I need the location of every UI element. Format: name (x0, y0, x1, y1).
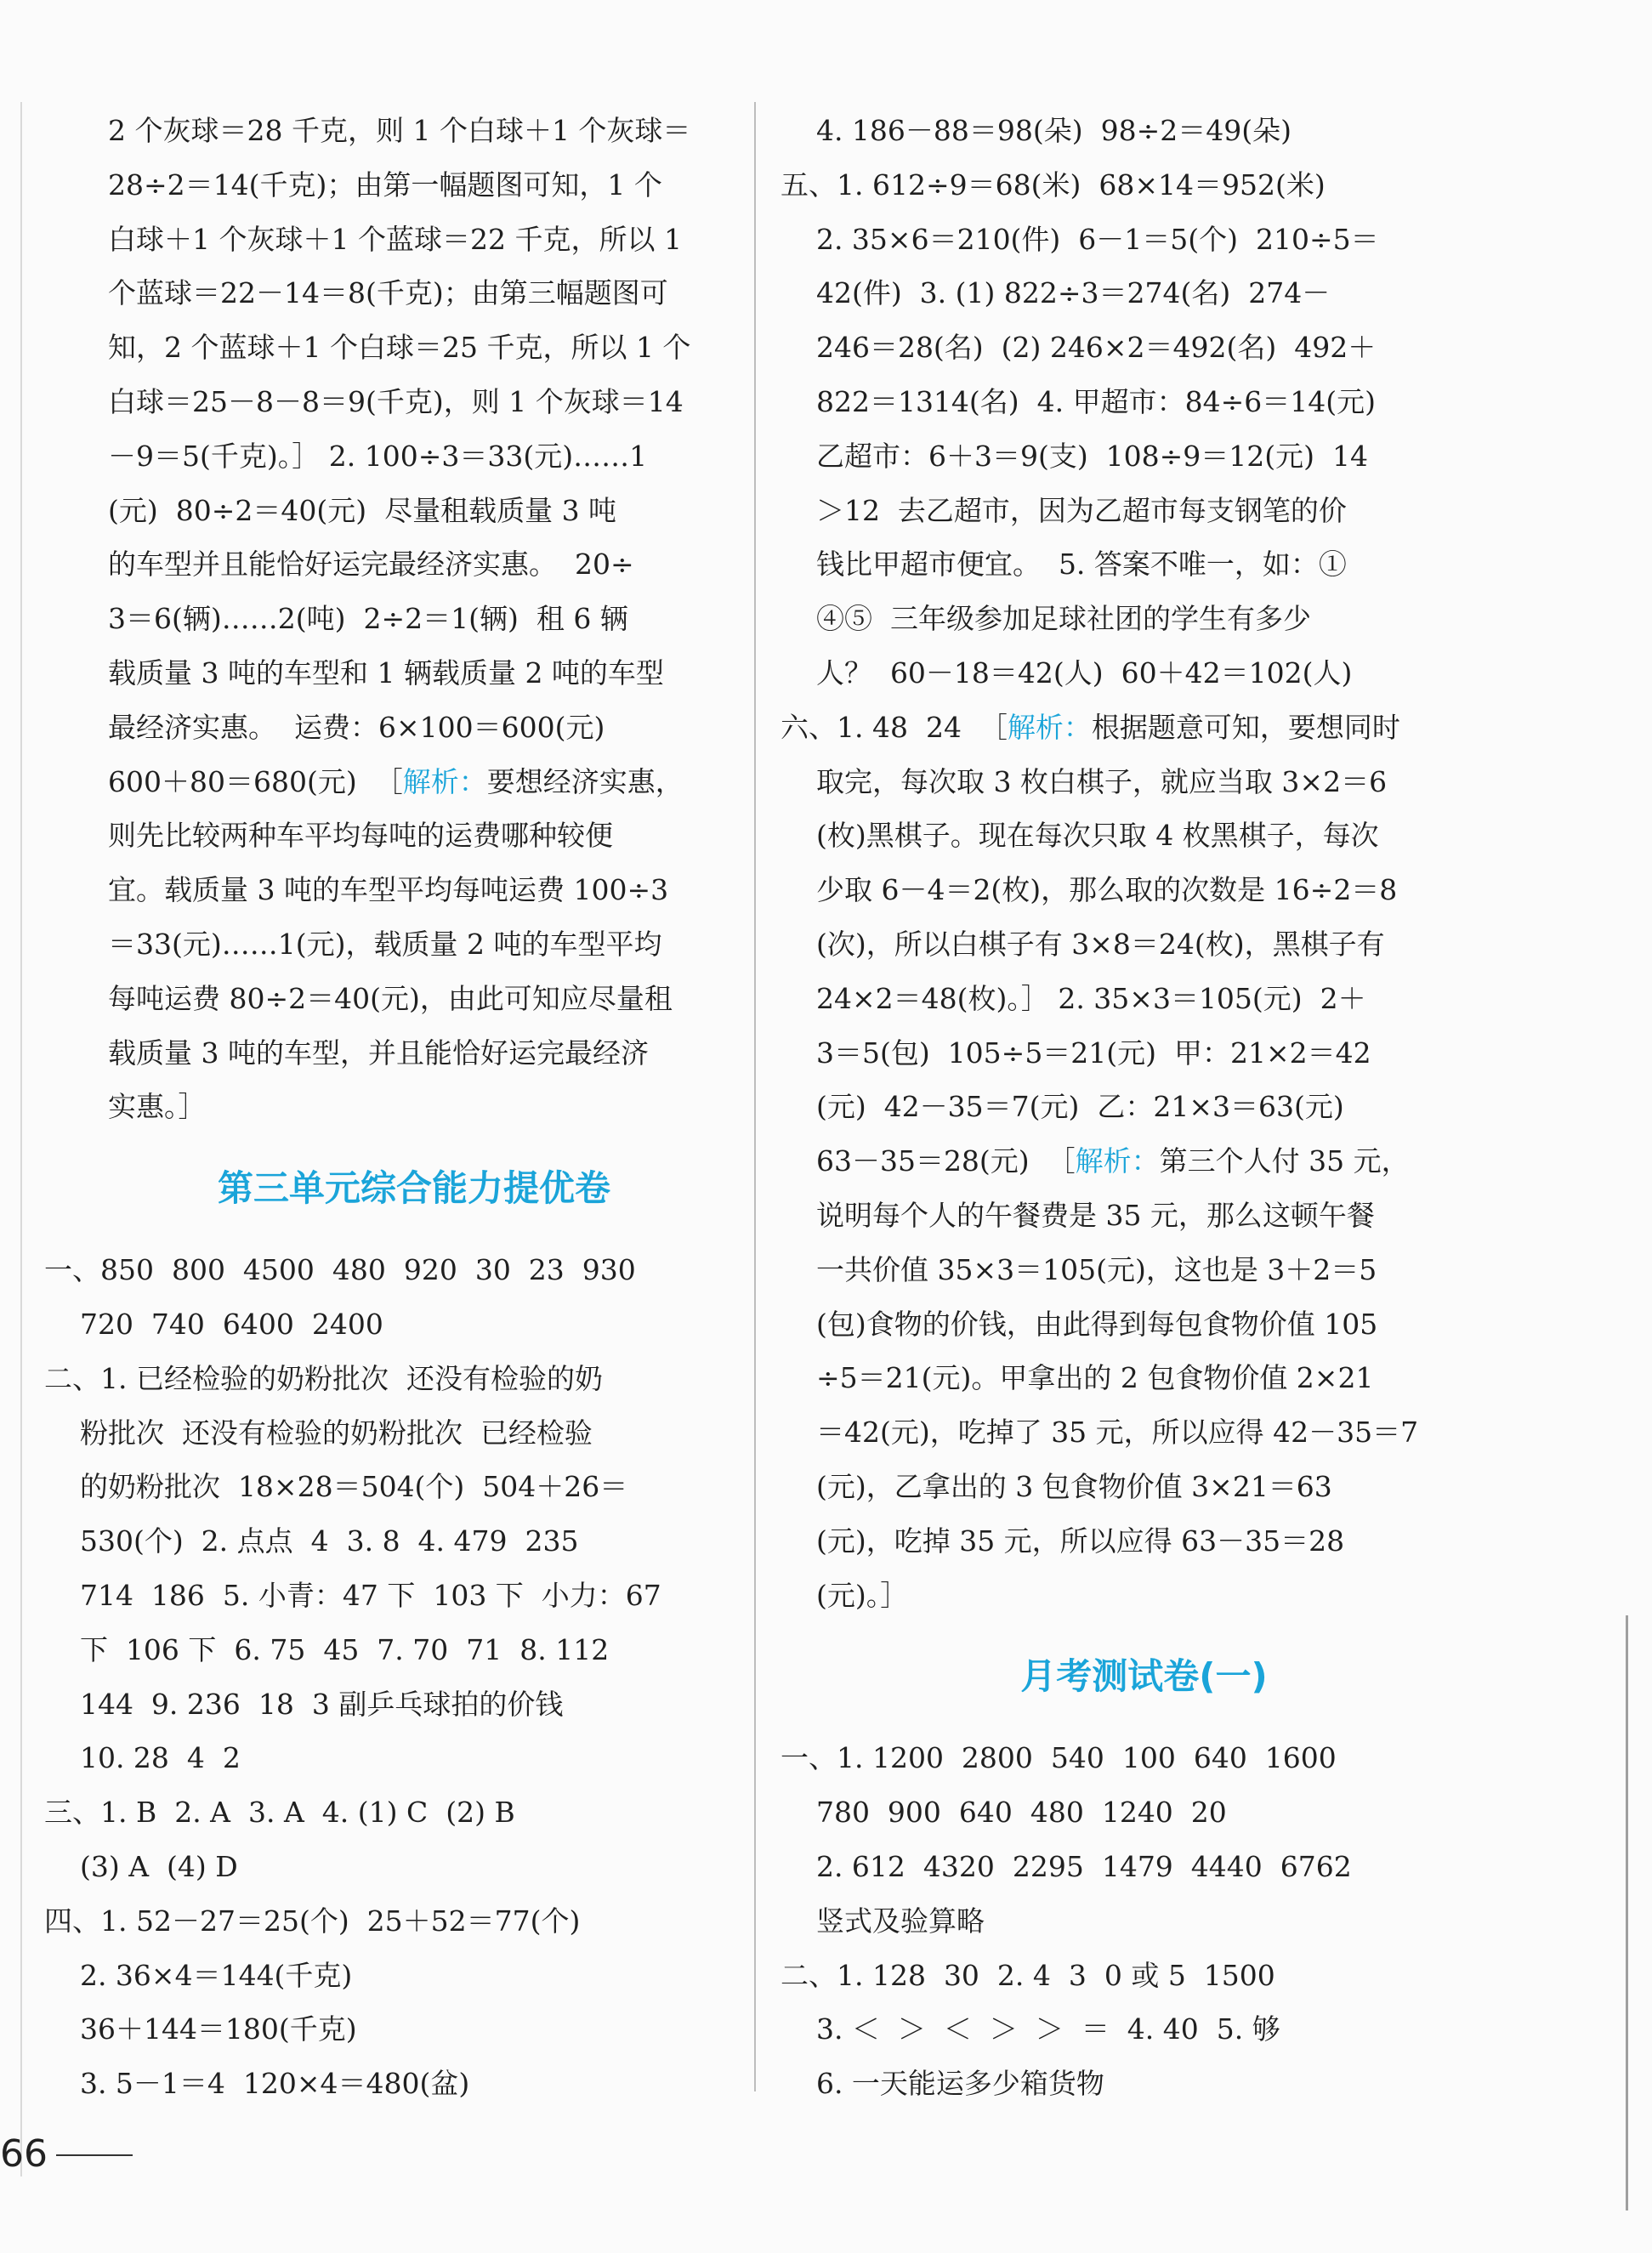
analysis-label: 解析： (402, 764, 487, 798)
answer-line: 6. 一天能运多少箱货物 (781, 2067, 1104, 2101)
answer-line: 下 106 下 6. 75 45 7. 70 71 8. 112 (44, 1632, 610, 1666)
answer-line: 一共价值 35×3＝105(元)，这也是 3＋2＝5 (781, 1252, 1377, 1286)
answer-line: 则先比较两种车平均每吨的运费哪种较便 (108, 819, 613, 853)
answer-line: 3. 5－1＝4 120×4＝480(盆) (44, 2067, 470, 2101)
line-text: 根据题意可知，要想同时 (1091, 710, 1400, 744)
answer-line: 最经济实惠。 运费：6×100＝600(元) (108, 710, 605, 744)
answer-line: 144 9. 236 18 3 副乒乓球拍的价钱 (44, 1687, 564, 1721)
section-title-monthly-test: 月考测试卷(一) (1020, 1655, 1268, 1698)
answer-line: 知，2 个蓝球＋1 个白球＝25 千克，所以 1 个 (108, 331, 691, 365)
answer-line: 4. 186－88＝98(朵) 98÷2＝49(朵) (781, 114, 1292, 147)
line-text: 六、1. 48 24 ［ (781, 710, 1008, 744)
answer-line: ＝42(元)，吃掉了 35 元，所以应得 42－35＝7 (781, 1416, 1419, 1450)
answer-line: 乙超市：6＋3＝9(支) 108÷9＝12(元) 14 (781, 439, 1369, 473)
answer-line: 720 740 6400 2400 (44, 1307, 383, 1341)
answer-line: 钱比甲超市便宜。 5. 答案不唯一，如：① (781, 548, 1347, 582)
answer-line: 24×2＝48(枚)。］ 2. 35×3＝105(元) 2＋ (781, 981, 1366, 1015)
answer-line-with-analysis (781, 701, 1469, 755)
answer-line: 10. 28 4 2 (44, 1741, 241, 1775)
line-text: 63－35＝28(元) ［ (781, 1144, 1076, 1178)
analysis-label: 解析： (1007, 710, 1092, 744)
answer-line: 人？ 60－18＝42(人) 60＋42＝102(人) (781, 655, 1353, 690)
answer-line-with-analysis (44, 755, 733, 809)
page-edge-left (20, 102, 22, 2176)
answer-line: 二、1. 已经检验的奶粉批次 还没有检验的奶 (44, 1361, 603, 1395)
answer-line: (次)，所以白棋子有 3×8＝24(枚)，黑棋子有 (781, 927, 1385, 961)
answer-line: (3) A (4) D (44, 1849, 238, 1883)
answer-line: 2. 36×4＝144(千克) (44, 1958, 353, 1992)
answer-line-with-analysis (781, 1134, 1469, 1189)
answer-line: ÷5＝21(元)。甲拿出的 2 包食物价值 2×21 (781, 1361, 1374, 1395)
answer-line: 五、1. 612÷9＝68(米) 68×14＝952(米) (781, 167, 1326, 201)
line-text: 600＋80＝680(元) ［ (108, 764, 403, 798)
page-number: 66 (0, 2132, 48, 2176)
answer-line: 的奶粉批次 18×28＝504(个) 504＋26＝ (44, 1470, 628, 1504)
answer-line: (元) 42－35＝7(元) 乙：21×3＝63(元) (781, 1090, 1344, 1124)
answer-line: 2 个灰球＝28 千克，则 1 个白球＋1 个灰球＝ (108, 114, 691, 147)
answer-line: (枚)黑棋子。现在每次只取 4 枚黑棋子，每次 (781, 819, 1379, 853)
answer-line: 三、1. B 2. A 3. A 4. (1) C (2) B (44, 1796, 515, 1830)
answer-line: 白球＝25－8－8＝9(千克)，则 1 个灰球＝14 (108, 384, 684, 418)
answer-line: 822＝1314(名) 4. 甲超市：84÷6＝14(元) (781, 384, 1377, 418)
answer-line: 四、1. 52－27＝25(个) 25＋52＝77(个) (44, 1904, 581, 1938)
section-title-unit3: 第三单元综合能力提优卷 (217, 1167, 610, 1210)
answer-line: (元) 80÷2＝40(元) 尽量租载质量 3 吨 (108, 493, 617, 527)
analysis-label: 解析： (1075, 1144, 1160, 1178)
answer-line: 一、850 800 4500 480 920 30 23 930 (44, 1253, 636, 1287)
answer-line: 28÷2＝14(千克)；由第一幅题图可知，1 个 (108, 167, 662, 201)
column-divider (754, 102, 756, 2091)
answer-line: (元)。］ (781, 1578, 909, 1612)
line-text: 第三个人付 35 元， (1159, 1144, 1410, 1178)
answer-line: 取完，每次取 3 枚白棋子，就应当取 3×2＝6 (781, 764, 1388, 798)
answer-line: 宜。载质量 3 吨的车型平均每吨运费 100÷3 (108, 873, 669, 907)
page-number-rule (56, 2154, 133, 2156)
answer-line: 载质量 3 吨的车型和 1 辆载质量 2 吨的车型 (108, 655, 664, 690)
answer-line: 载质量 3 吨的车型，并且能恰好运完最经济 (108, 1036, 649, 1070)
answer-line: ＞12 去乙超市，因为乙超市每支钢笔的价 (781, 493, 1347, 527)
answer-line: 42(件) 3. (1) 822÷3＝274(名) 274－ (781, 276, 1331, 310)
answer-line: 2. 612 4320 2295 1479 4440 6762 (781, 1849, 1352, 1883)
right-column (781, 104, 1469, 2111)
line-text: 要想经济实惠， (486, 764, 684, 798)
page-edge-right (1626, 1615, 1628, 2210)
answer-line: 的车型并且能恰好运完最经济实惠。 20÷ (108, 548, 634, 582)
answer-line: 说明每个人的午餐费是 35 元，那么这顿午餐 (781, 1198, 1375, 1232)
answer-line: 个蓝球＝22－14＝8(千克)；由第三幅题图可 (108, 276, 668, 310)
answer-line: 3＝5(包) 105÷5＝21(元) 甲：21×2＝42 (781, 1036, 1371, 1070)
answer-line: 36＋144＝180(千克) (44, 2012, 357, 2046)
answer-line: 3. ＜ ＞ ＜ ＞ ＞ ＝ 4. 40 5. 够 (781, 2012, 1280, 2046)
answer-line: 一、1. 1200 2800 540 100 640 1600 (781, 1741, 1337, 1775)
answer-line: 3＝6(辆)……2(吨) 2÷2＝1(辆) 租 6 辆 (108, 602, 628, 636)
answer-line: 少取 6－4＝2(枚)，那么取的次数是 16÷2＝8 (781, 873, 1398, 907)
answer-line: 粉批次 还没有检验的奶粉批次 已经检验 (44, 1416, 593, 1450)
answer-line: ＝33(元)……1(元)，载质量 2 吨的车型平均 (108, 927, 662, 961)
answer-line: －9＝5(千克)。］ 2. 100÷3＝33(元)……1 (108, 439, 648, 473)
answer-line: 竖式及验算略 (781, 1904, 985, 1938)
answer-line: 二、1. 128 30 2. 4 3 0 或 5 1500 (781, 1958, 1275, 1992)
answer-line: 每吨运费 80÷2＝40(元)，由此可知应尽量租 (108, 981, 673, 1015)
answer-line: 实惠。］ (108, 1090, 207, 1124)
answer-line: 780 900 640 480 1240 20 (781, 1796, 1227, 1830)
answer-line: 246＝28(名) (2) 246×2＝492(名) 492＋ (781, 331, 1377, 365)
answer-line: ④⑤ 三年级参加足球社团的学生有多少 (781, 602, 1311, 636)
answer-line: 白球＋1 个灰球＋1 个蓝球＝22 千克，所以 1 (108, 222, 682, 256)
answer-line: 2. 35×6＝210(件) 6－1＝5(个) 210÷5＝ (781, 222, 1379, 256)
left-column (44, 104, 733, 2111)
answer-line: (元)，吃掉 35 元，所以应得 63－35＝28 (781, 1524, 1345, 1558)
answer-line: (元)，乙拿出的 3 包食物价值 3×21＝63 (781, 1469, 1332, 1503)
answer-line: 530(个) 2. 点点 4 3. 8 4. 479 235 (44, 1524, 579, 1558)
answer-line: 714 186 5. 小青：47 下 103 下 小力：67 (44, 1578, 661, 1612)
answer-line: (包)食物的价钱，由此得到每包食物价值 105 (781, 1307, 1378, 1341)
